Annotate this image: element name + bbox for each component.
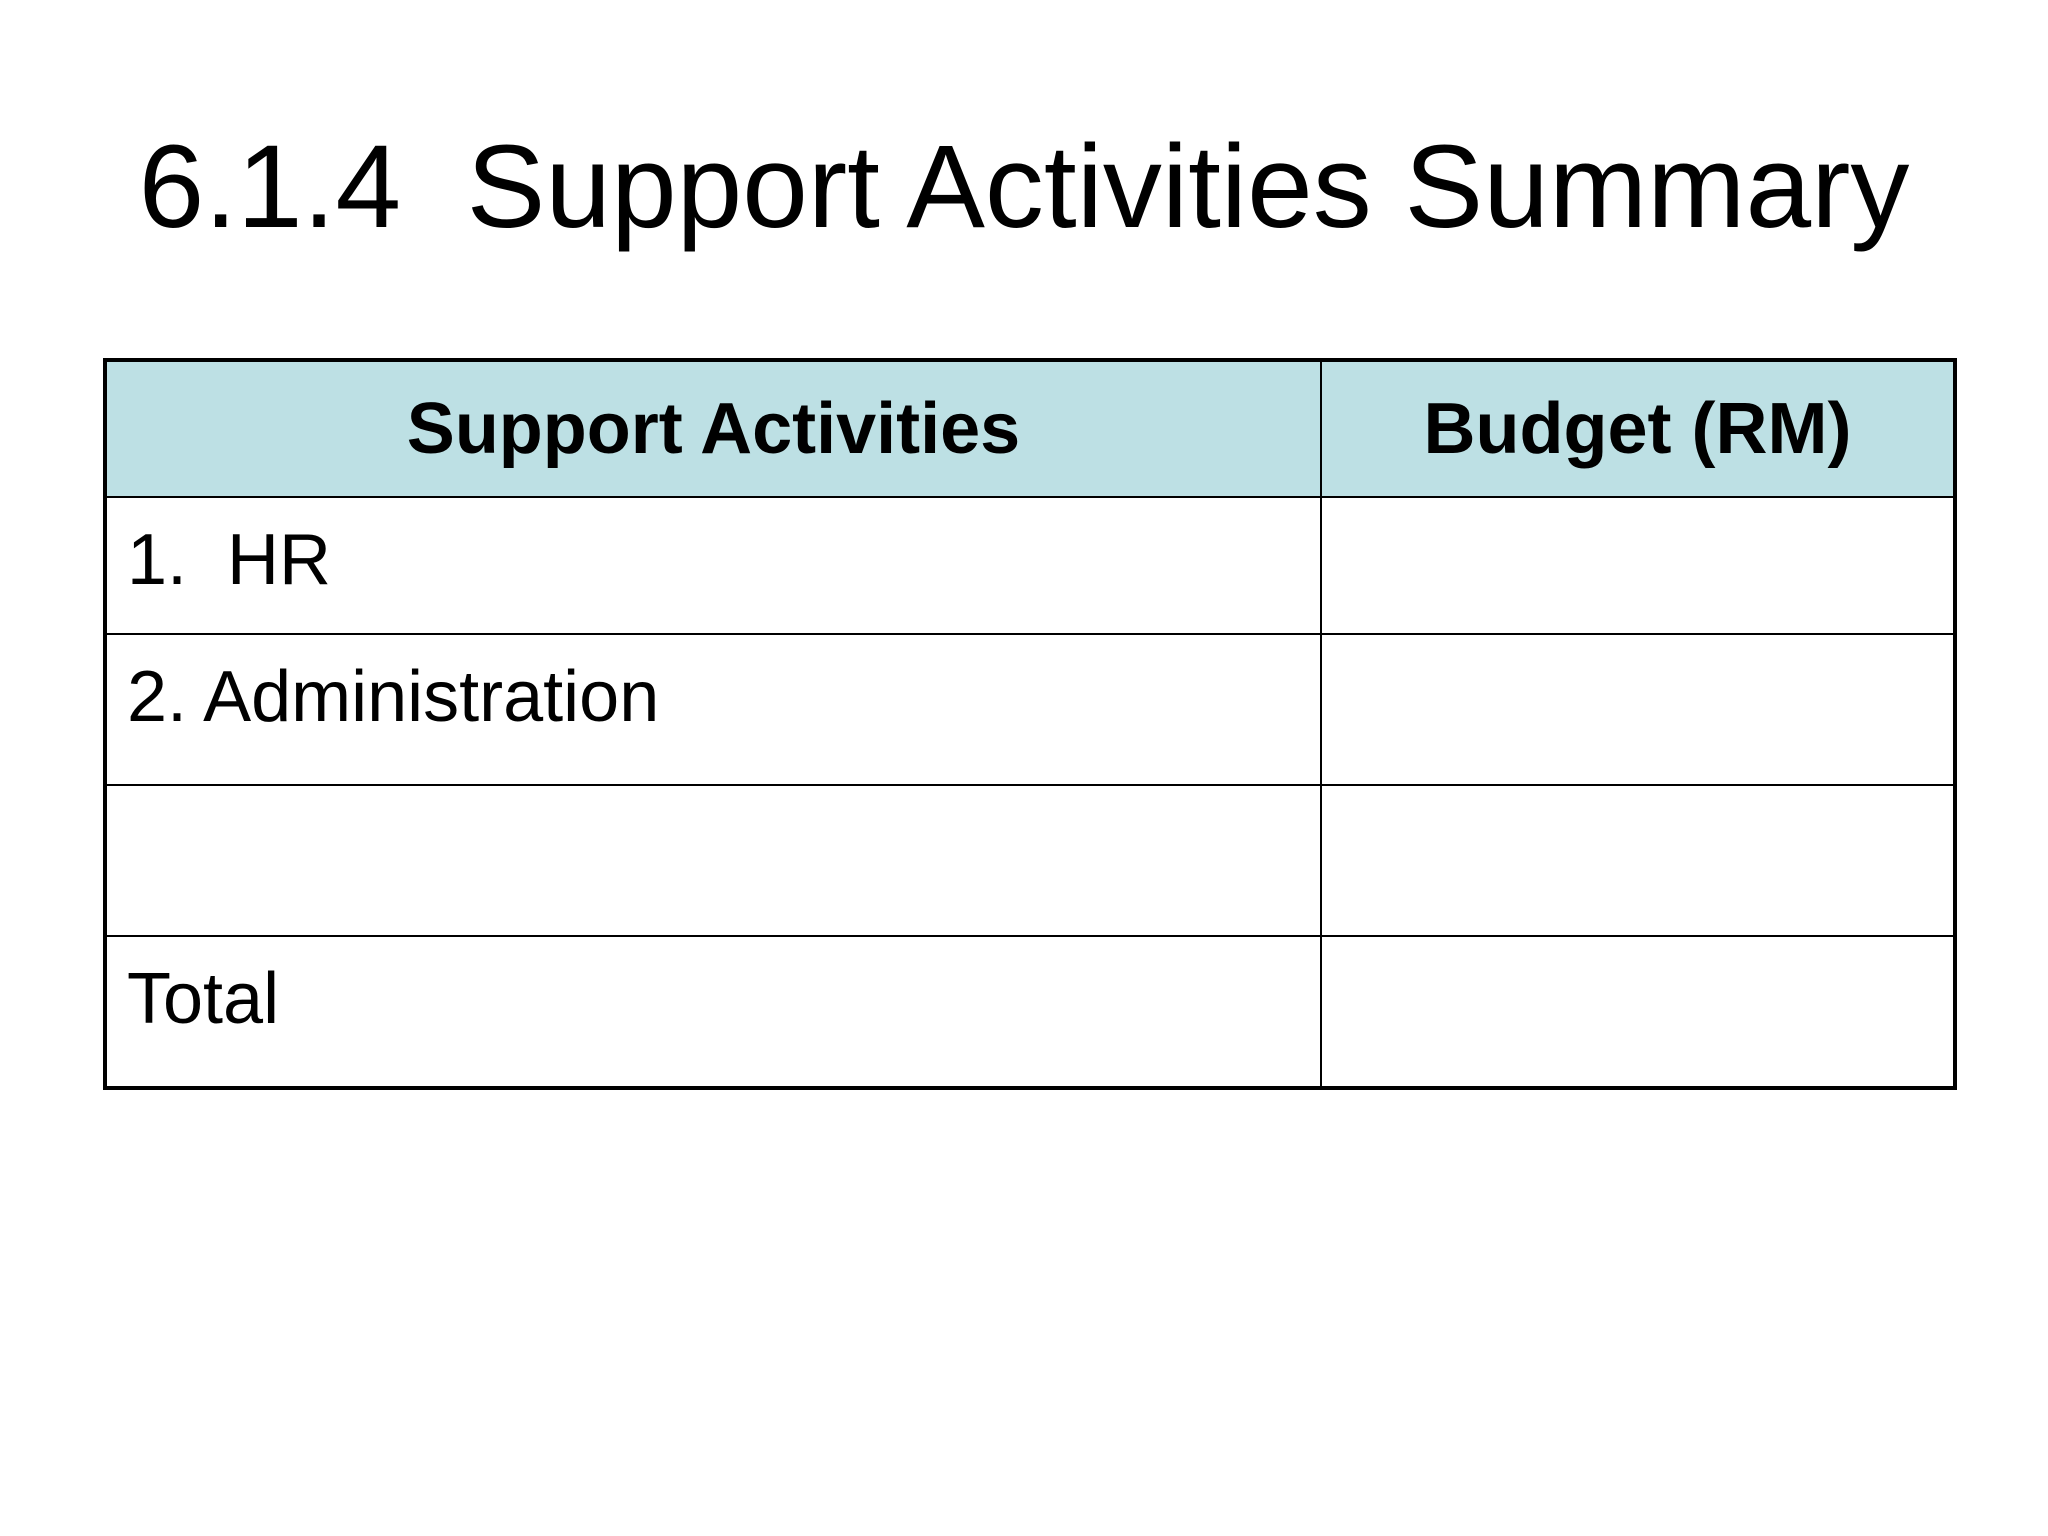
table-row-total [105, 936, 1955, 1088]
header-budget: Budget (RM) [1321, 360, 1955, 497]
cell-total-label: Total [105, 936, 1321, 1088]
table-header [105, 360, 1955, 497]
cell-budget [1321, 497, 1955, 634]
cell-activity: 1. HR [105, 497, 1321, 634]
cell-budget [1321, 634, 1955, 785]
cell-activity [105, 785, 1321, 936]
support-activities-table [103, 358, 1957, 1090]
cell-total-budget [1321, 936, 1955, 1088]
table-body [105, 497, 1955, 1088]
header-support-activities: Support Activities [105, 360, 1321, 497]
table-row [105, 634, 1955, 785]
cell-activity: 2. Administration [105, 634, 1321, 785]
table-header-row [105, 360, 1955, 497]
cell-budget [1321, 785, 1955, 936]
table-row [105, 497, 1955, 634]
table-row [105, 785, 1955, 936]
slide-title: 6.1.4 Support Activities Summary [138, 121, 1910, 253]
